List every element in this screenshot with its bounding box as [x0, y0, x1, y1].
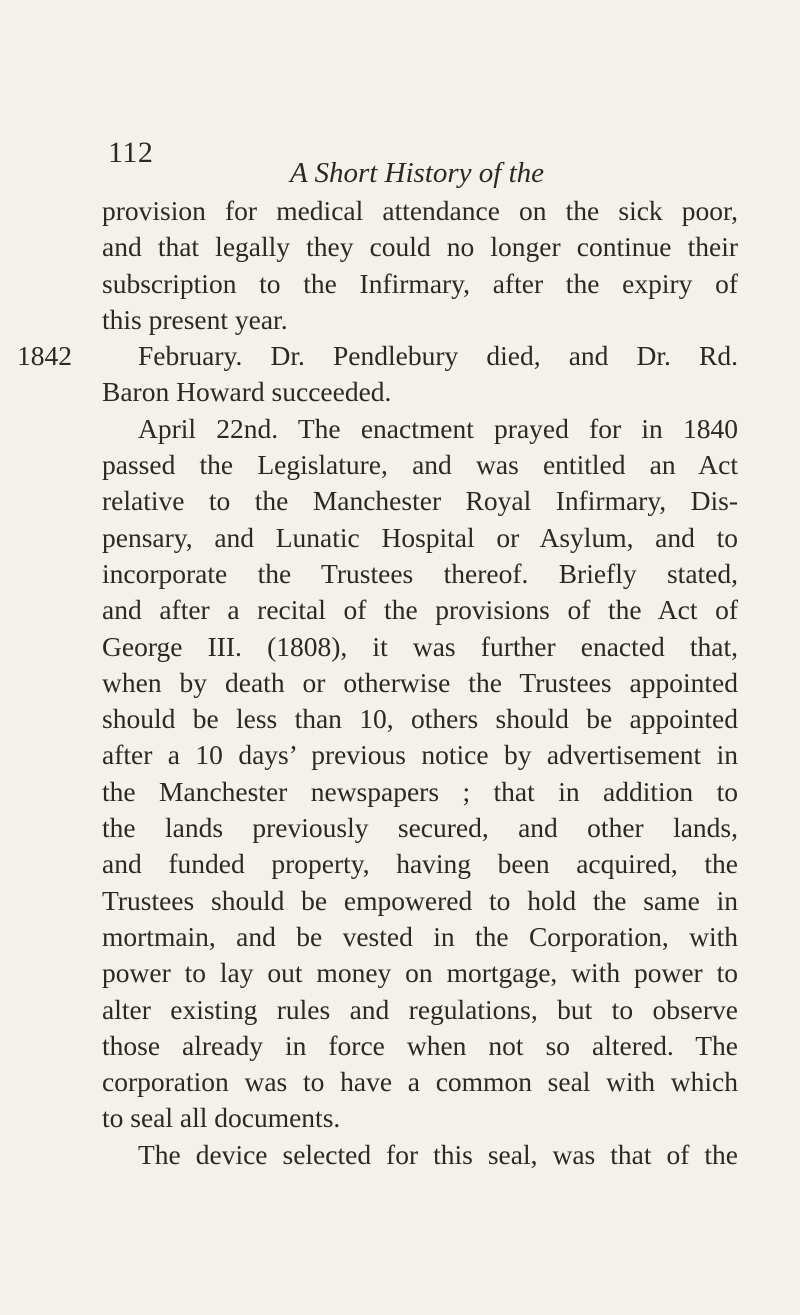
text-line-content: the Manchester newspapers ; that in addition to	[102, 775, 738, 807]
text-line	[102, 810, 738, 846]
text-line	[102, 701, 738, 737]
text-line-content: power to lay out money on mortgage, with power to	[102, 957, 738, 989]
text-line	[102, 374, 738, 410]
text-line	[102, 1064, 738, 1100]
text-line-content: and that legally they could no longer continue their	[102, 231, 738, 263]
text-line-content: alter existing rules and regulations, but to observe	[102, 993, 738, 1025]
text-line-content: after a 10 days’ previous notice by advertisement in	[102, 739, 738, 771]
text-line-content: those already in force when not so altered. The	[102, 1029, 738, 1061]
text-line	[102, 447, 738, 483]
text-line-content: April 22nd. The enactment prayed for in 1840	[138, 412, 738, 444]
text-line	[102, 919, 738, 955]
margin-year: 1842	[17, 340, 72, 372]
text-line	[102, 665, 738, 701]
text-line-content: pensary, and Lunatic Hospital or Asylum, and to	[102, 521, 738, 553]
text-line	[102, 229, 738, 265]
text-line-content: should be less than 10, others should be appointed	[102, 703, 738, 735]
page-number: 112	[108, 136, 154, 169]
text-line-content: subscription to the Infirmary, after the expiry of	[102, 267, 738, 299]
text-line-content: and funded property, having been acquired, the	[102, 848, 738, 880]
text-line-content: when by death or otherwise the Trustees appointed	[102, 666, 738, 698]
text-line	[17, 338, 738, 374]
text-line-content: mortmain, and be vested in the Corporation, with	[102, 920, 738, 952]
page-header	[0, 133, 800, 193]
running-title: A Short History of the	[290, 157, 545, 189]
text-line	[102, 737, 738, 773]
text-line	[102, 629, 738, 665]
text-line	[102, 520, 738, 556]
text-line	[102, 1100, 738, 1136]
text-line-content: relative to the Manchester Royal Infirmary, Dis-	[102, 485, 738, 517]
text-line	[102, 955, 738, 991]
text-line	[102, 302, 738, 338]
text-line	[102, 846, 738, 882]
text-line-content: passed the Legislature, and was entitled an Act	[102, 449, 738, 481]
text-line-content: corporation was to have a common seal with which	[102, 1066, 738, 1098]
text-line-content: George III. (1808), it was further enacted that,	[102, 630, 738, 662]
text-line	[102, 193, 738, 229]
text-line-content: provision for medical attendance on the sick poor,	[102, 195, 738, 226]
text-line	[102, 483, 738, 519]
text-line-content: February. Dr. Pendlebury died, and Dr. Rd.	[138, 340, 738, 372]
text-line	[102, 1028, 738, 1064]
text-line	[102, 411, 738, 447]
text-line-content: incorporate the Trustees thereof. Briefly stated,	[102, 557, 738, 589]
text-line-content: Baron Howard succeeded.	[102, 376, 392, 408]
text-line	[102, 883, 738, 919]
text-line	[102, 592, 738, 628]
text-line	[102, 266, 738, 302]
text-line-content: the lands previously secured, and other lands,	[102, 812, 738, 844]
text-line	[102, 774, 738, 810]
text-line-content: and after a recital of the provisions of the Act of	[102, 594, 738, 626]
text-line	[102, 556, 738, 592]
text-line-content: this present year.	[102, 303, 288, 335]
body-text	[17, 193, 738, 1173]
text-line-content: to seal all documents.	[102, 1102, 341, 1134]
text-line	[102, 1137, 738, 1173]
text-line-content: Trustees should be empowered to hold the same in	[102, 884, 738, 916]
text-line-content: The device selected for this seal, was that of the	[138, 1138, 738, 1170]
text-line	[102, 992, 738, 1028]
